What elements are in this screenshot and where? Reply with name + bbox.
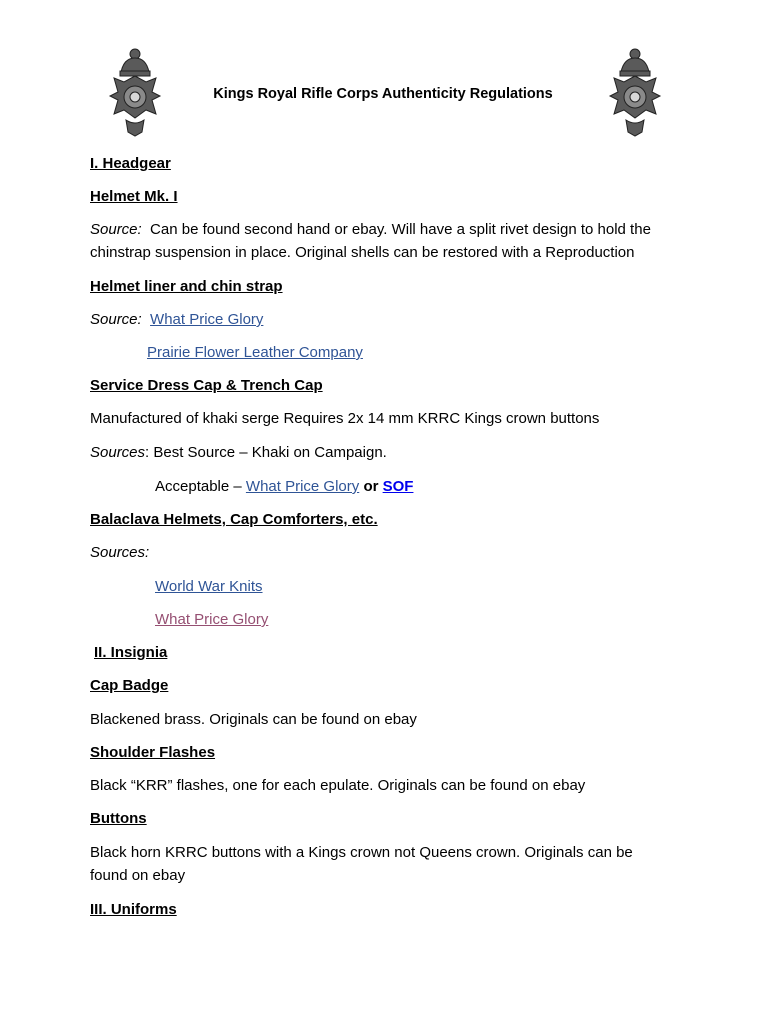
or-text: or: [363, 478, 379, 495]
sof-link[interactable]: SOF: [382, 478, 414, 495]
section-heading-headgear: I. Headgear: [90, 155, 171, 172]
source-label: Source:: [90, 311, 142, 328]
heading-balaclava: Balaclava Helmets, Cap Comforters, etc.: [90, 511, 378, 528]
cap-best-source: : Best Source – Khaki on Campaign.: [145, 444, 387, 461]
sources-label: Sources: [90, 444, 146, 461]
heading-buttons: Buttons: [90, 810, 147, 827]
prairie-flower-link[interactable]: Prairie Flower Leather Company: [147, 344, 363, 361]
liner-source-line: [90, 309, 263, 331]
acceptable-label: Acceptable –: [155, 478, 242, 495]
buttons-text: Black horn KRRC buttons with a Kings crown not Queens crown. Originals can be: [90, 844, 633, 861]
cap-description: Manufactured of khaki serge Requires 2x 14 mm KRRC Kings crown buttons: [90, 410, 600, 427]
world-war-knits-link[interactable]: World War Knits: [155, 578, 263, 595]
heading-shoulder-flashes: Shoulder Flashes: [90, 744, 216, 761]
source-label: Source:: [90, 221, 142, 238]
helmet-source-text: Can be found second hand or ebay. Will have a split rivet design to hold the: [150, 221, 651, 238]
heading-helmet-liner: Helmet liner and chin strap: [90, 278, 283, 295]
heading-cap-badge: Cap Badge: [90, 677, 169, 694]
what-price-glory-link[interactable]: What Price Glory: [150, 311, 264, 328]
heading-helmet-mk1: Helmet Mk. I: [90, 188, 178, 205]
krrc-badge-icon: [104, 46, 166, 138]
section-heading-uniforms: III. Uniforms: [90, 901, 177, 918]
liner-link-line: [147, 342, 363, 364]
krrc-badge-icon: [604, 46, 666, 138]
cap-badge-text: Blackened brass. Originals can be found on ebay: [90, 711, 417, 728]
what-price-glory-link[interactable]: What Price Glory: [245, 478, 360, 495]
buttons-text-continued: found on ebay: [90, 867, 186, 884]
balaclava-sources-label: Sources:: [90, 544, 150, 561]
section-heading-insignia: II. Insignia: [94, 644, 168, 661]
heading-service-dress-cap: Service Dress Cap & Trench Cap: [90, 377, 323, 394]
shoulder-flashes-text: Black “KRR” flashes, one for each epulate. Originals can be found on ebay: [90, 777, 586, 794]
page-title: Kings Royal Rifle Corps Authenticity Regulations: [213, 86, 553, 102]
cap-sources-line: [90, 442, 387, 464]
balaclava-link-line-2: [155, 609, 268, 631]
balaclava-link-line-1: [155, 576, 263, 598]
helmet-source-text-continued: chinstrap suspension in place. Original shells can be restored with a Reproduction: [90, 244, 635, 261]
cap-acceptable-line: [155, 476, 413, 498]
what-price-glory-link[interactable]: What Price Glory: [155, 611, 269, 628]
helmet-source-line: [90, 219, 651, 241]
